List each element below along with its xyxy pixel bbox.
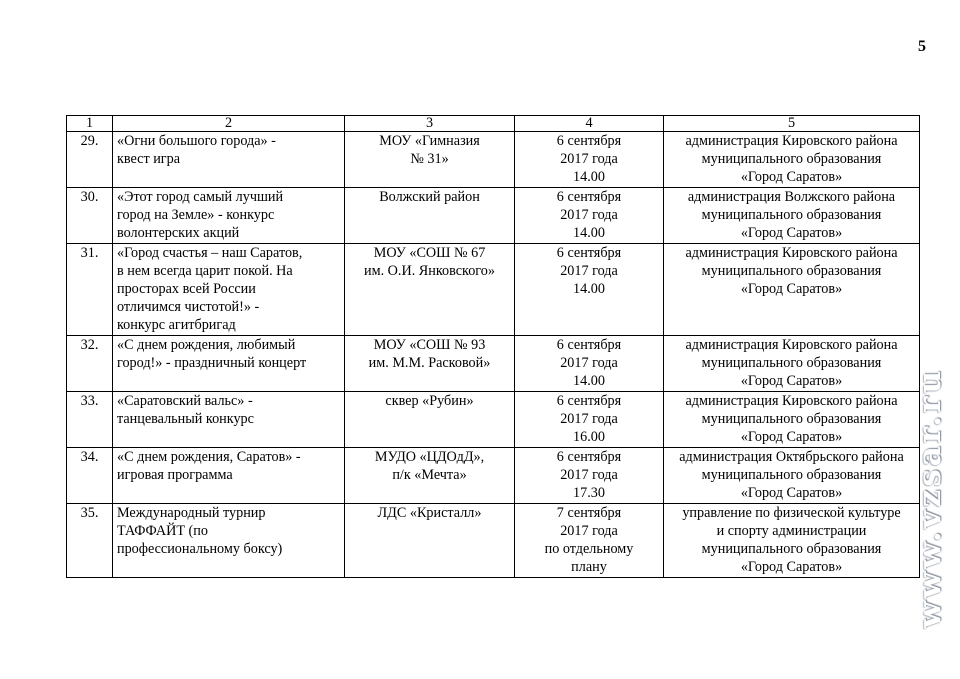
events-table <box>66 115 920 578</box>
table-row <box>67 132 920 188</box>
date-time-cell: 6 сентября 2017 года 14.00 <box>515 244 664 336</box>
table-row <box>67 244 920 336</box>
date-time-cell: 6 сентября 2017 года 16.00 <box>515 392 664 448</box>
venue-cell: МОУ «СОШ № 67 им. О.И. Янковского» <box>345 244 515 336</box>
date-time-cell: 7 сентября 2017 года по отдельному плану <box>515 504 664 578</box>
header-cell-1: 1 <box>67 116 113 132</box>
organizer-cell: администрация Кировского района муниципального образования «Город Саратов» <box>664 132 920 188</box>
venue-cell: МУДО «ЦДОдД», п/к «Мечта» <box>345 448 515 504</box>
table-row <box>67 448 920 504</box>
organizer-cell: администрация Кировского района муниципального образования «Город Саратов» <box>664 336 920 392</box>
table-row <box>67 392 920 448</box>
venue-cell: сквер «Рубин» <box>345 392 515 448</box>
date-time-cell: 6 сентября 2017 года 17.30 <box>515 448 664 504</box>
watermark-text: www.vzsar.ru <box>912 367 948 628</box>
header-cell-4: 4 <box>515 116 664 132</box>
table-row <box>67 188 920 244</box>
venue-cell: МОУ «СОШ № 93 им. М.М. Расковой» <box>345 336 515 392</box>
table-header-row <box>67 116 920 132</box>
row-number-cell: 32. <box>67 336 113 392</box>
organizer-cell: администрация Октябрьского района муниципального образования «Город Саратов» <box>664 448 920 504</box>
date-time-cell: 6 сентября 2017 года 14.00 <box>515 336 664 392</box>
row-number-cell: 30. <box>67 188 113 244</box>
venue-cell: ЛДС «Кристалл» <box>345 504 515 578</box>
event-name-cell: «С днем рождения, Саратов» - игровая программа <box>113 448 345 504</box>
event-name-cell: «Город счастья – наш Саратов, в нем всегда царит покой. На просторах всей России отличимся чистотой!» - конкурс агитбригад <box>113 244 345 336</box>
header-cell-2: 2 <box>113 116 345 132</box>
row-number-cell: 33. <box>67 392 113 448</box>
header-cell-5: 5 <box>664 116 920 132</box>
organizer-cell: администрация Кировского района муниципального образования «Город Саратов» <box>664 244 920 336</box>
venue-cell: МОУ «Гимназия № 31» <box>345 132 515 188</box>
row-number-cell: 31. <box>67 244 113 336</box>
row-number-cell: 29. <box>67 132 113 188</box>
events-table-body <box>67 116 920 578</box>
date-time-cell: 6 сентября 2017 года 14.00 <box>515 132 664 188</box>
page-number: 5 <box>918 38 926 55</box>
organizer-cell: администрация Волжского района муниципального образования «Город Саратов» <box>664 188 920 244</box>
event-name-cell: Международный турнир ТАФФАЙТ (по профессиональному боксу) <box>113 504 345 578</box>
organizer-cell: управление по физической культуре и спорту администрации муниципального образования «Город Саратов» <box>664 504 920 578</box>
table-row <box>67 336 920 392</box>
venue-cell: Волжский район <box>345 188 515 244</box>
row-number-cell: 35. <box>67 504 113 578</box>
organizer-cell: администрация Кировского района муниципального образования «Город Саратов» <box>664 392 920 448</box>
event-name-cell: «Огни большого города» - квест игра <box>113 132 345 188</box>
event-name-cell: «С днем рождения, любимый город!» - праздничный концерт <box>113 336 345 392</box>
row-number-cell: 34. <box>67 448 113 504</box>
watermark <box>912 330 948 665</box>
event-name-cell: «Этот город самый лучший город на Земле» - конкурс волонтерских акций <box>113 188 345 244</box>
event-name-cell: «Саратовский вальс» - танцевальный конкурс <box>113 392 345 448</box>
date-time-cell: 6 сентября 2017 года 14.00 <box>515 188 664 244</box>
header-cell-3: 3 <box>345 116 515 132</box>
table-row <box>67 504 920 578</box>
